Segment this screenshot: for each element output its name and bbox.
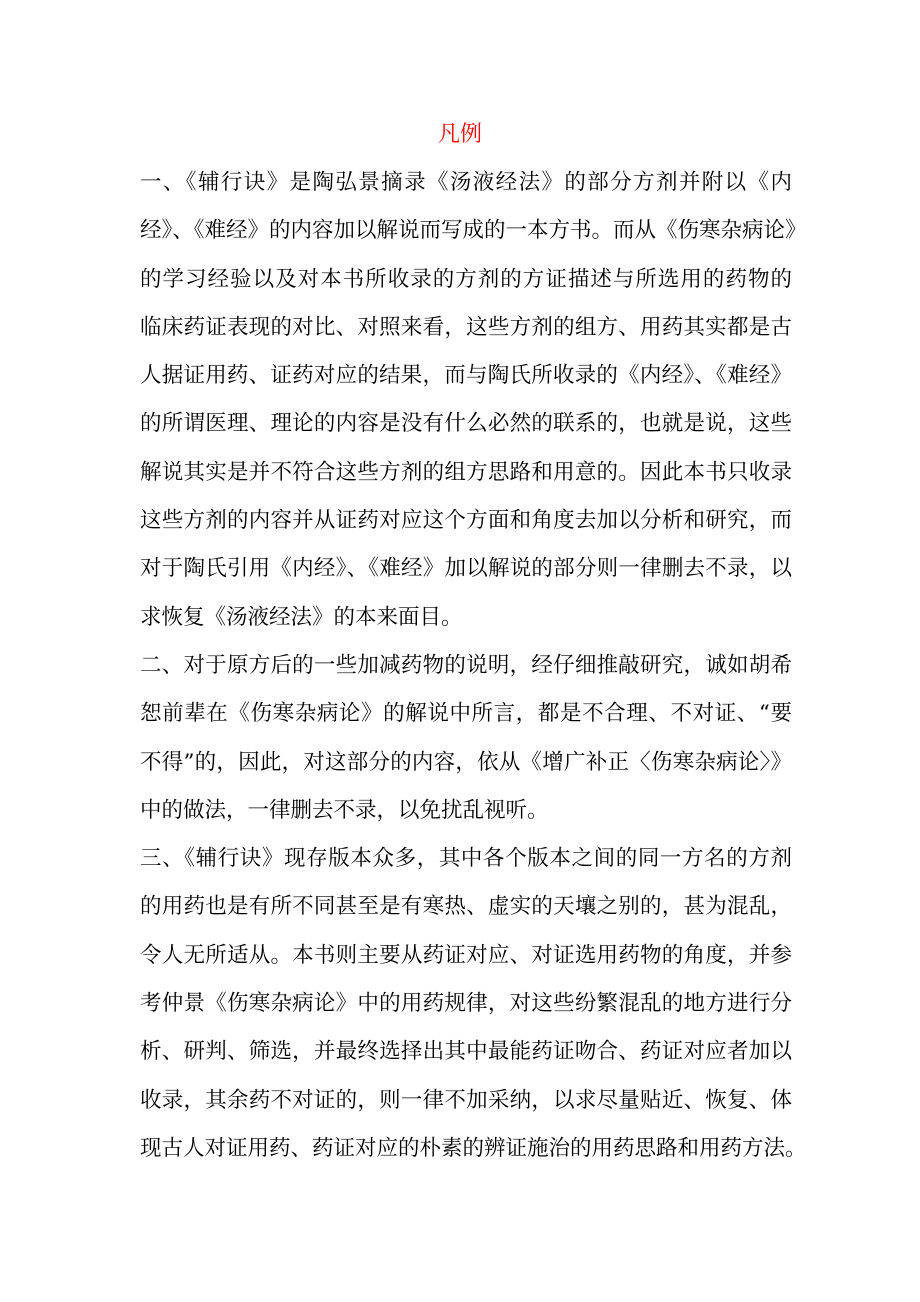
paragraph-2 (140, 642, 792, 835)
text-line: 析、研判、筛选，并最终选择出其中最能药证吻合、药证对应者加以 (140, 1039, 792, 1065)
text-line: 的学习经验以及对本书所收录的方剂的方证描述与所选用的药物的 (140, 266, 792, 292)
text-line: 收录，其余药不对证的，则一律不加采纳，以求尽量贴近、恢复、体 (140, 1087, 792, 1113)
text-line: 临床药证表现的对比、对照来看，这些方剂的组方、用药其实都是古 (140, 314, 792, 340)
text-line: 二、对于原方后的一些加减药物的说明，经仔细推敲研究，诚如胡希 (140, 652, 792, 678)
paragraph-1 (140, 159, 807, 642)
text-line: 这些方剂的内容并从证药对应这个方面和角度去加以分析和研究，而 (140, 508, 792, 534)
text-line: 对于陶氏引用《内经》、《难经》加以解说的部分则一律删去不录，以 (140, 556, 792, 582)
text-line: 求恢复《汤液经法》的本来面目。 (140, 604, 463, 630)
text-line: 人据证用药、证药对应的结果，而与陶氏所收录的《内经》、《难经》 (140, 363, 792, 389)
text-line: 经》、《难经》的内容加以解说而写成的一本方书。而从《伤寒杂病论》 (140, 218, 807, 244)
text-line: 中的做法，一律删去不录，以免扰乱视听。 (140, 797, 549, 823)
text-line: 的用药也是有所不同甚至是有寒热、虚实的天壤之别的，甚为混乱， (140, 894, 792, 920)
text-line: 现古人对证用药、药证对应的朴素的辨证施治的用药思路和用药方法。 (140, 1135, 807, 1161)
text-line: 的所谓医理、理论的内容是没有什么必然的联系的，也就是说，这些 (140, 411, 792, 437)
document-body (140, 159, 807, 1173)
text-line: 不得”的，因此，对这部分的内容，依从《增广补正〈伤寒杂病论〉》 (140, 749, 792, 775)
text-line: 解说其实是并不符合这些方剂的组方思路和用意的。因此本书只收录 (140, 459, 792, 485)
text-line: 考仲景《伤寒杂病论》中的用药规律，对这些纷繁混乱的地方进行分 (140, 991, 792, 1017)
page-title: 凡例 (437, 122, 482, 147)
text-line: 恕前辈在《伤寒杂病论》的解说中所言，都是不合理、不对证、“要 (140, 701, 792, 727)
paragraph-3 (140, 835, 807, 1173)
text-line: 一、《辅行诀》是陶弘景摘录《汤液经法》的部分方剂并附以《内 (140, 170, 792, 195)
text-line: 三、《辅行诀》现存版本众多，其中各个版本之间的同一方名的方剂 (140, 846, 792, 872)
text-line: 令人无所适从。本书则主要从药证对应、对证选用药物的角度，并参 (140, 942, 792, 968)
